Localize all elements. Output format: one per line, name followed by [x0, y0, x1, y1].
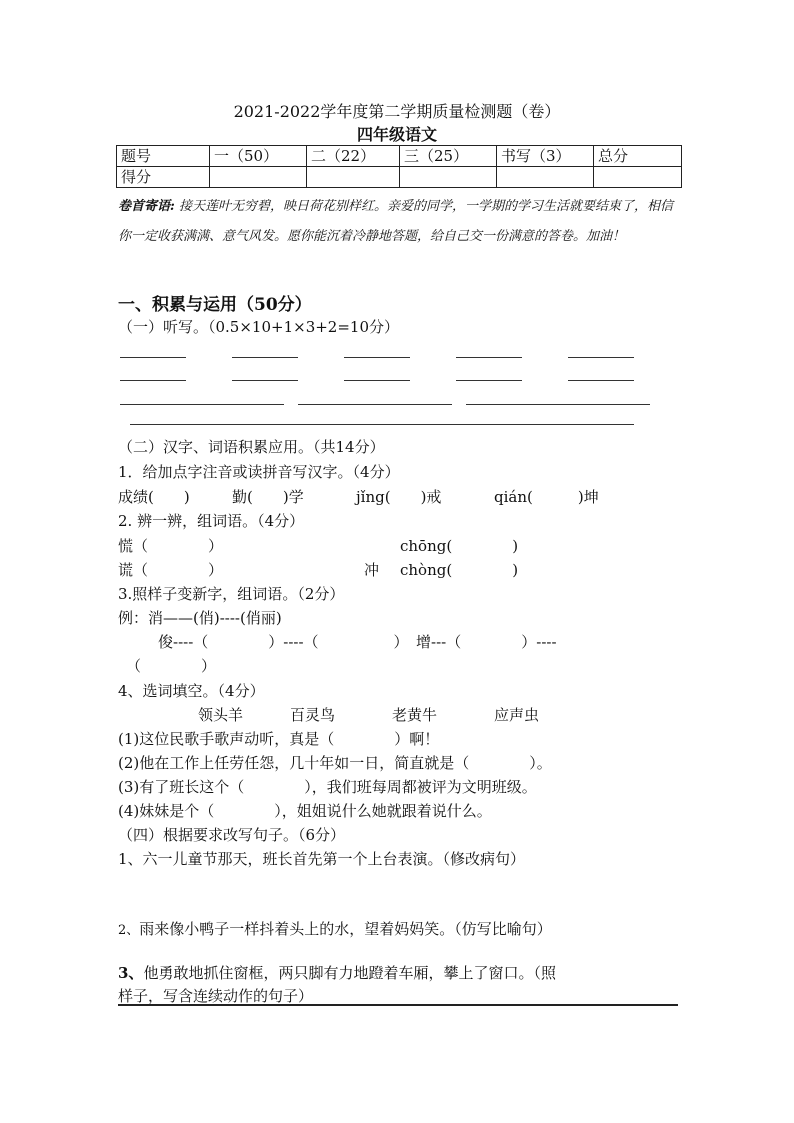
- q1-item: 勤( )学: [232, 488, 304, 506]
- q2-item: 慌（ ）: [118, 537, 224, 555]
- dictation-blank[interactable]: [344, 380, 410, 381]
- intro-label: 卷首寄语:: [118, 199, 175, 214]
- dictation-blank[interactable]: [232, 357, 298, 358]
- sentence-3-number: 3、: [118, 964, 144, 982]
- table-cell: 得分: [117, 167, 210, 188]
- dictation-blank[interactable]: [466, 404, 650, 405]
- score-input-cell[interactable]: [594, 167, 682, 188]
- table-cell: 一（50）: [210, 146, 307, 167]
- score-input-cell[interactable]: [497, 167, 594, 188]
- question-3: 3.照样子变新字，组词语。（2分）: [118, 585, 345, 603]
- sentence-2-text: 雨来像小鸭子一样抖着头上的水，望着妈妈笑。（仿写比喻句）: [139, 920, 552, 938]
- table-cell: 总分: [594, 146, 682, 167]
- score-table: [116, 145, 682, 188]
- table-cell: 三（25）: [400, 146, 497, 167]
- q4-item: (4)妹妹是个（ ），姐姐说什么她就跟着说什么。: [118, 802, 492, 820]
- word-option: 应声虫: [494, 706, 540, 724]
- table-row: [117, 146, 682, 167]
- q3-example: 例：消——(俏)----(俏丽): [118, 609, 282, 627]
- q4-item: (2)他在工作上任劳任怨，几十年如一日，简直就是（ ）。: [118, 754, 552, 772]
- part2-heading: （二）汉字、词语积累应用。（共14分）: [118, 438, 385, 456]
- score-input-cell[interactable]: [210, 167, 307, 188]
- score-input-cell[interactable]: [307, 167, 400, 188]
- dictation-blank[interactable]: [232, 380, 298, 381]
- dictation-blank[interactable]: [298, 404, 452, 405]
- word-option: 老黄牛: [392, 706, 438, 724]
- exam-title: 2021-2022学年度第二学期质量检测题（卷）: [233, 102, 561, 121]
- intro-text: 接天莲叶无穷碧，映日荷花别样红。亲爱的同学，一学期的学习生活就要结束了，相信你一定收获满满、意气风发。愿你能沉着冷静地答题，给自己交一份满意的答卷。加油！: [118, 199, 673, 244]
- dictation-blank[interactable]: [120, 380, 186, 381]
- q3-line: （ ）: [126, 657, 217, 675]
- q1-item: qián( )坤: [494, 488, 599, 506]
- intro-message: [118, 192, 683, 252]
- q2-item: chòng( ): [400, 561, 519, 579]
- question-2: 2. 辨一辨，组词语。（4分）: [118, 512, 305, 530]
- q4-item: (1)这位民歌手歌声动听，真是（ ）啊！: [118, 730, 440, 748]
- word-option: 百灵鸟: [290, 706, 336, 724]
- sentence-3-continued: 样子，写含连续动作的句子）: [118, 987, 314, 1005]
- sentence-3-text: 他勇敢地抓住窗框，两只脚有力地蹬着车厢，攀上了窗口。（照: [143, 964, 556, 982]
- dictation-blank[interactable]: [568, 380, 634, 381]
- score-input-cell[interactable]: [400, 167, 497, 188]
- sentence-3: [118, 962, 556, 983]
- word-option: 领头羊: [198, 706, 244, 724]
- exam-subtitle: 四年级语文: [356, 125, 437, 144]
- question-1: 1．给加点字注音或读拼音写汉字。（4分）: [118, 463, 400, 481]
- part1-heading: （一）听写。（0.5×10+1×3+2=10分）: [118, 318, 400, 336]
- q1-item: 成绩( ): [118, 488, 190, 506]
- dictation-blank[interactable]: [120, 357, 186, 358]
- table-cell: 题号: [117, 146, 210, 167]
- table-cell: 二（22）: [307, 146, 400, 167]
- question-4: 4、选词填空。（4分）: [118, 682, 265, 700]
- dictation-blank[interactable]: [568, 357, 634, 358]
- table-cell: 书写（3）: [497, 146, 594, 167]
- q4-item: (3)有了班长这个（ ），我们班每周都被评为文明班级。: [118, 778, 537, 796]
- q3-line: 俊----（ ）----（ ） 增---（ ）----: [158, 633, 557, 651]
- q2-item: 谎（ ）: [118, 561, 224, 579]
- q2-item: chōng( ): [400, 537, 519, 555]
- table-row: [117, 167, 682, 188]
- part4-heading: （四）根据要求改写句子。（6分）: [118, 826, 346, 844]
- section-heading: 一、积累与运用（50分）: [118, 295, 312, 315]
- dictation-blank[interactable]: [456, 380, 522, 381]
- sentence-1: 1、六一儿童节那天，班长首先第一个上台表演。（修改病句）: [118, 850, 526, 868]
- sentence-2: [118, 918, 552, 939]
- sentence-2-number: 2、: [118, 923, 140, 938]
- answer-line[interactable]: [118, 1004, 678, 1006]
- dictation-blank[interactable]: [456, 357, 522, 358]
- dictation-blank[interactable]: [120, 404, 284, 405]
- q1-item: jǐng( )戒: [356, 488, 442, 506]
- dictation-blank[interactable]: [130, 424, 634, 425]
- q2-item: 冲: [364, 561, 380, 579]
- dictation-blank[interactable]: [344, 357, 410, 358]
